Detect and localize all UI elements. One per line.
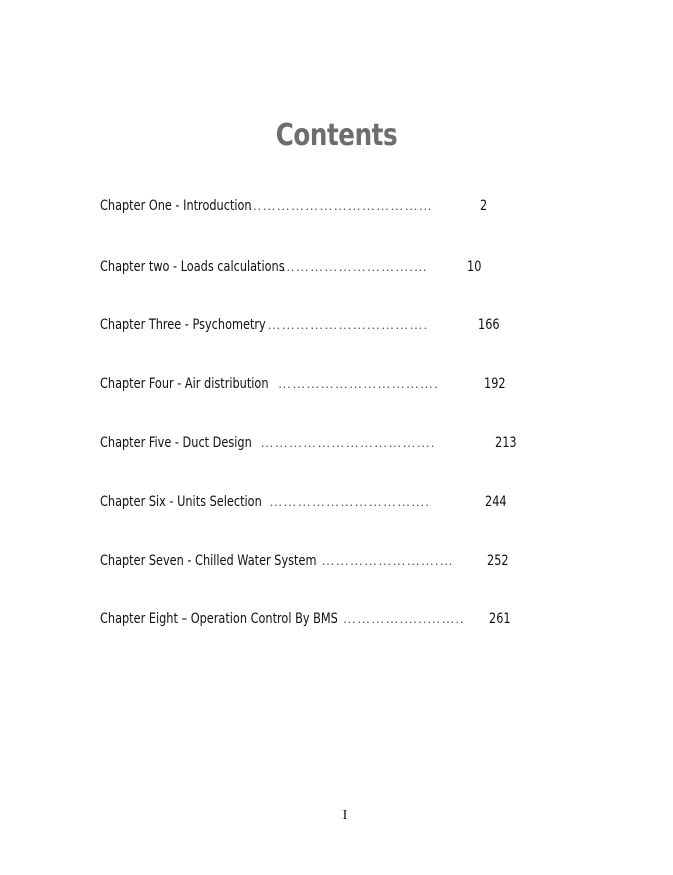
toc-entry-page-number: 2: [480, 198, 488, 214]
toc-leader-dots: …………………………….: [278, 376, 439, 391]
toc-leader-dots: …………………………….: [269, 494, 431, 509]
page-number: I: [342, 808, 348, 823]
toc-entry-label: Chapter two - Loads calculations: [100, 259, 285, 275]
toc-entry-label: Chapter Four - Air distribution: [100, 376, 269, 392]
toc-entry-chapter-four: [100, 376, 512, 398]
toc-entry-page-number: 244: [485, 494, 507, 510]
toc-entry-label: Chapter Six - Units Selection: [100, 494, 262, 510]
toc-entry-label: Chapter Three - Psychometry: [100, 317, 266, 333]
toc-entry-page-number: 213: [494, 435, 517, 451]
toc-leader-dots: …………………….…: [321, 553, 454, 568]
toc-entry-chapter-one: [100, 198, 490, 220]
toc-entry-label: Chapter Five - Duct Design: [100, 435, 252, 451]
toc-entry-page-number: 166: [477, 317, 500, 333]
toc-leader-dots: ……………………….…: [281, 259, 429, 274]
toc-entry-chapter-seven: [100, 553, 514, 575]
toc-leader-dots: ………….…..……..: [342, 611, 465, 626]
page-title: Contents: [275, 118, 398, 153]
toc-entry-chapter-six: [100, 494, 513, 516]
toc-leader-dots: ……………………………….: [260, 435, 436, 450]
toc-entry-label: Chapter Eight – Operation Control By BMS: [100, 611, 338, 627]
toc-entry-page-number: 10: [466, 259, 482, 275]
toc-entry-page-number: 261: [488, 611, 511, 627]
toc-leader-dots: …………………………………: [248, 198, 433, 213]
toc-entry-chapter-five: [100, 435, 522, 457]
toc-entry-chapter-eight: [100, 611, 517, 633]
toc-entry-page-number: 252: [486, 553, 509, 569]
toc-entry-chapter-three: [100, 317, 505, 339]
toc-entry-page-number: 192: [484, 376, 506, 392]
toc-entry-label: Chapter One - Introduction: [100, 198, 252, 214]
toc-entry-chapter-two: [100, 259, 485, 281]
toc-entry-label: Chapter Seven - Chilled Water System: [100, 553, 317, 569]
toc-leader-dots: …………………………….: [267, 317, 429, 332]
